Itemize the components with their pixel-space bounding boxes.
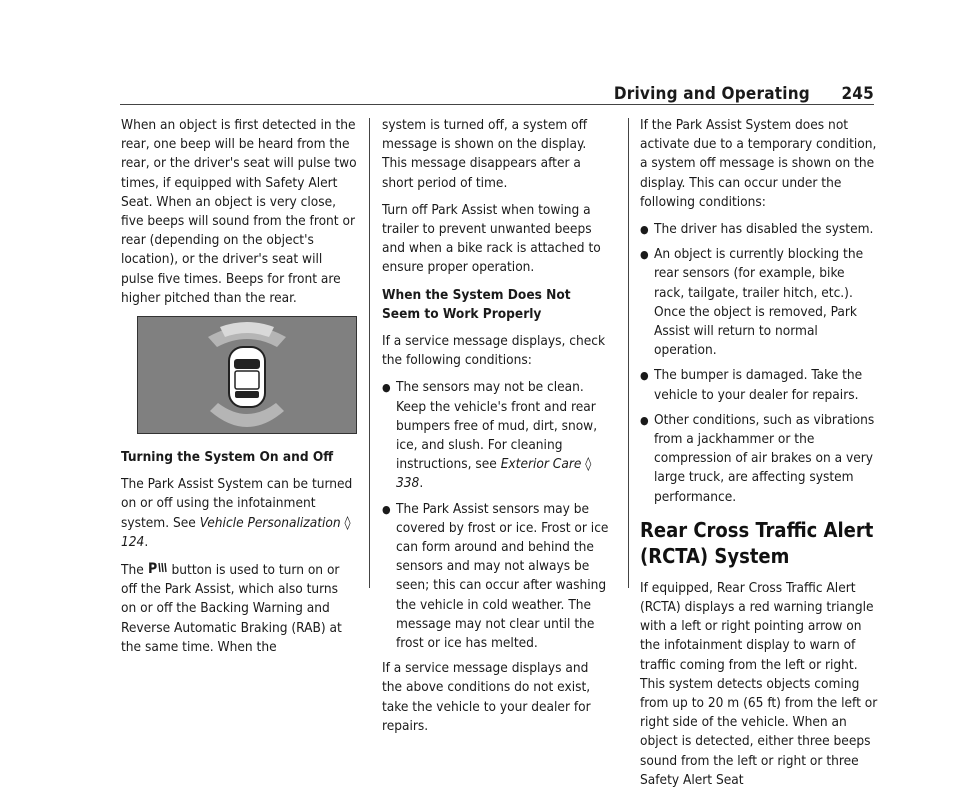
- paragraph: If a service message displays, check the following conditions:: [382, 333, 606, 369]
- bullet-icon: ●: [640, 248, 649, 262]
- bullet-icon: ●: [382, 502, 391, 516]
- svg-text:P: P: [147, 561, 157, 577]
- list-item-text: The driver has disabled the system.: [654, 221, 874, 238]
- list-item: [640, 220, 878, 239]
- bullet-icon: ●: [640, 369, 649, 383]
- paragraph: If the Park Assist System does not activate due to a temporary condition, a system off message is shown on the display. This can occur under the following conditions:: [640, 117, 877, 210]
- bullet-list: [382, 378, 612, 653]
- list-item-text: Other conditions, such as vibrations from a jackhammer or the compression of air brakes on a very large truck, are affecting system performance.: [654, 411, 875, 505]
- cross-reference-link[interactable]: Vehicle Personalization: [199, 514, 341, 531]
- column-1: [121, 116, 357, 665]
- page-reference[interactable]: 124: [121, 533, 145, 550]
- list-item: [640, 245, 878, 360]
- car-windshield: [234, 359, 260, 369]
- paragraph: system is turned off, a system off message is shown on the display. This message disappears after a short period of time.: [382, 117, 588, 191]
- park-assist-button-icon: [148, 560, 168, 576]
- paragraph: If equipped, Rear Cross Traffic Alert (RCTA) displays a red warning triangle with a left or right pointing arrow on the infotainment display to warn of traffic coming from the left or right. This system detects objects coming from up to 20 m (65 ft) from the left or right side of the vehicle. When an object is detected, either three beeps sound from the left or right or three Safety Alert Seat: [640, 579, 878, 788]
- list-item: [640, 411, 878, 507]
- park-assist-diagram: [138, 317, 356, 433]
- paragraph: When an object is first detected in the rear, one beep will be heard from the rear, or the driver's seat will pulse two times, if equipped with Safety Alert Seat. When an object is very close, five beeps will sound from the front or rear (depending on the object's location), or the driver's seat will pulse five times. Beeps for front are higher pitched than the rear.: [121, 117, 357, 306]
- page-reference[interactable]: 338: [396, 475, 420, 492]
- paragraph: If a service message displays and the above conditions do not exist, take the vehicle to your dealer for repairs.: [382, 660, 591, 734]
- header-rule: [120, 104, 874, 105]
- paragraph: The Park Assist System can be turned on or off using the infotainment system. See Vehicle Personalization ◊ 124.: [121, 476, 353, 550]
- paragraph-text: button is used to turn on or off the Park Assist, which also turns on or off the Backing Warning and Reverse Automatic Braking (RAB) at the same time. When the: [121, 562, 342, 655]
- bullet-icon: ●: [640, 413, 649, 427]
- list-item-text: The sensors may not be clean. Keep the vehicle's front and rear bumpers free of mud, dirt, snow, ice, and slush. For cleaning instructions, see: [396, 379, 598, 473]
- page-number: 245: [841, 84, 874, 104]
- list-item-text: An object is currently blocking the rear sensors (for example, bike rack, tailgate, trailer hitch, etc.). Once the object is removed, Park Assist will return to normal operation.: [654, 246, 864, 359]
- list-item: [640, 366, 878, 404]
- header-title: Driving and Operating: [613, 84, 810, 104]
- paragraph: [121, 560, 357, 657]
- bullet-list: [640, 220, 878, 507]
- section-heading: Rear Cross Traffic Alert (RCTA) System: [640, 517, 874, 568]
- subheading: Turning the System On and Off: [121, 449, 334, 466]
- park-assist-illustration: [137, 316, 357, 434]
- bullet-icon: ●: [382, 381, 391, 395]
- car-rear-window: [235, 391, 259, 398]
- paragraph-text: The: [121, 562, 144, 579]
- bullet-icon: ●: [640, 223, 649, 237]
- paragraph: Turn off Park Assist when towing a trailer to prevent unwanted beeps and when a bike rack is attached to ensure proper operation.: [382, 201, 601, 276]
- list-item: ● The sensors may not be clean. Keep the vehicle's front and rear bumpers free of mud, dirt, snow, ice, and slush. For cleaning instructions, see Exterior Care ◊ 338.: [382, 379, 598, 492]
- subheading: When the System Does Not Seem to Work Properly: [382, 286, 571, 322]
- list-item-text: The bumper is damaged. Take the vehicle to your dealer for repairs.: [654, 367, 863, 403]
- paragraph-text: The Park Assist System can be turned on or off using the infotainment system. See: [121, 476, 353, 531]
- car-roof: [235, 371, 259, 389]
- column-divider: [369, 118, 370, 588]
- column-2: [382, 116, 612, 744]
- column-3: [640, 116, 878, 798]
- running-header: [614, 84, 874, 104]
- cross-reference-link[interactable]: Exterior Care: [500, 456, 582, 473]
- page-ref-icon: ◊: [585, 456, 592, 473]
- list-item-text: The Park Assist sensors may be covered by frost or ice. Frost or ice can form around and behind the sensors and may not always be seen; this can occur after washing the vehicle in cold weather. The message may not clear until the frost or ice has melted.: [396, 500, 609, 652]
- column-divider: [628, 118, 629, 588]
- list-item: [382, 500, 612, 654]
- page-ref-icon: ◊: [344, 514, 351, 531]
